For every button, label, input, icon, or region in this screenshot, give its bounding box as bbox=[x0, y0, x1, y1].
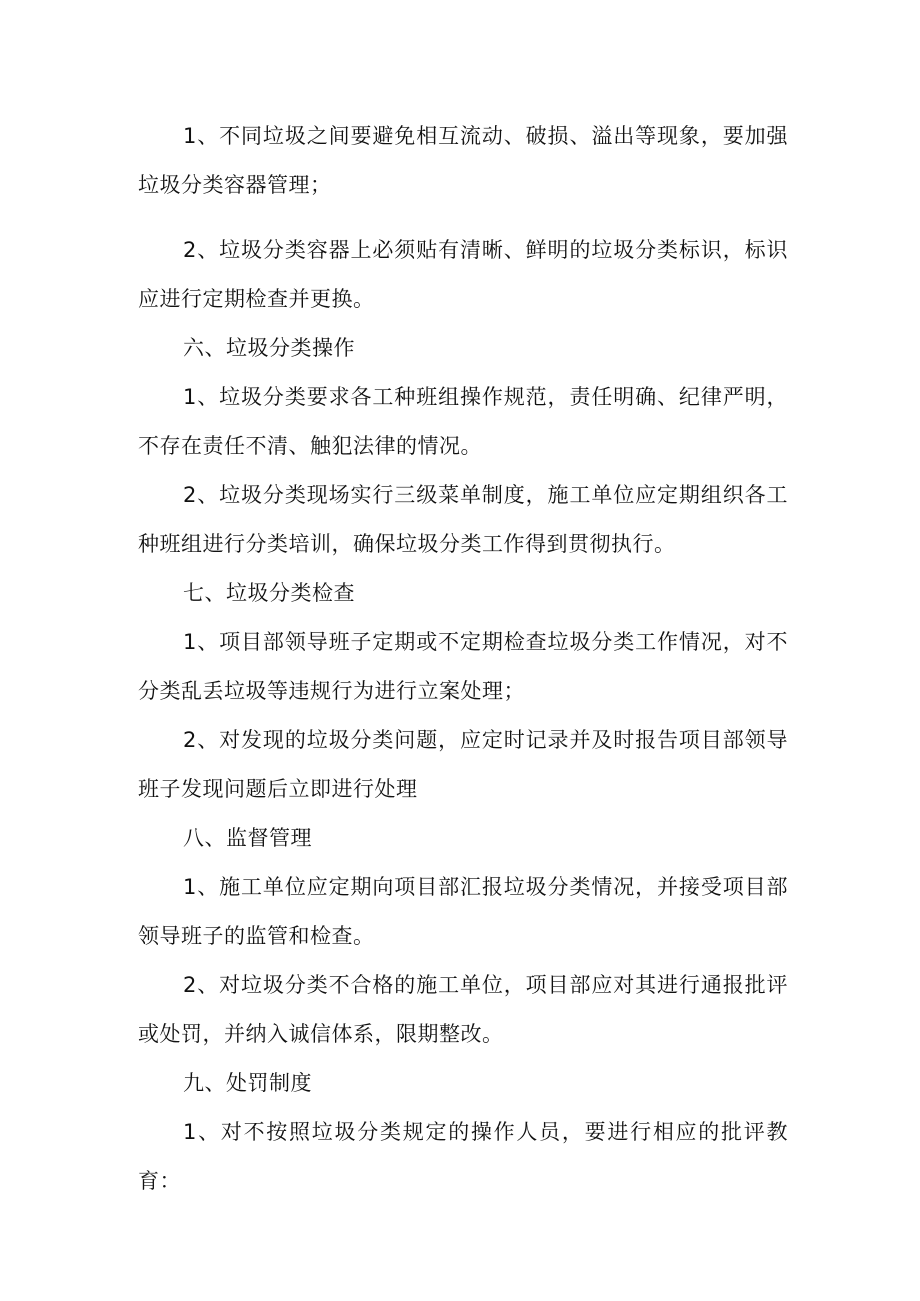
section-heading-seven: 七、垃圾分类检查 bbox=[183, 581, 355, 605]
section-heading-nine: 九、处罚制度 bbox=[183, 1071, 312, 1095]
paragraph-penalty-1: 1、对不按照垃圾分类规定的操作人员，要进行相应的批评教育： bbox=[138, 1120, 788, 1193]
paragraph-supervision-2: 2、对垃圾分类不合格的施工单位，项目部应对其进行通报批评或处罚，并纳入诚信体系，限期整改。 bbox=[138, 973, 788, 1046]
section-heading-six: 六、垃圾分类操作 bbox=[183, 336, 355, 360]
paragraph-operation-1: 1、垃圾分类要求各工种班组操作规范，责任明确、纪律严明，不存在责任不清、触犯法律的情况。 bbox=[138, 385, 788, 458]
paragraph-operation-2: 2、垃圾分类现场实行三级菜单制度，施工单位应定期组织各工种班组进行分类培训，确保垃圾分类工作得到贯彻执行。 bbox=[138, 483, 788, 556]
paragraph-container-sorting-1: 1、不同垃圾之间要避免相互流动、破损、溢出等现象，要加强垃圾分类容器管理； bbox=[138, 124, 788, 197]
paragraph-supervision-1: 1、施工单位应定期向项目部汇报垃圾分类情况，并接受项目部领导班子的监管和检查。 bbox=[138, 875, 788, 948]
paragraph-inspection-2: 2、对发现的垃圾分类问题，应定时记录并及时报告项目部领导班子发现问题后立即进行处理 bbox=[138, 728, 788, 801]
paragraph-container-sorting-2: 2、垃圾分类容器上必须贴有清晰、鲜明的垃圾分类标识，标识应进行定期检查并更换。 bbox=[138, 238, 788, 311]
paragraph-inspection-1: 1、项目部领导班子定期或不定期检查垃圾分类工作情况，对不分类乱丢垃圾等违规行为进行立案处理； bbox=[138, 630, 788, 703]
section-heading-eight: 八、监督管理 bbox=[183, 826, 312, 850]
